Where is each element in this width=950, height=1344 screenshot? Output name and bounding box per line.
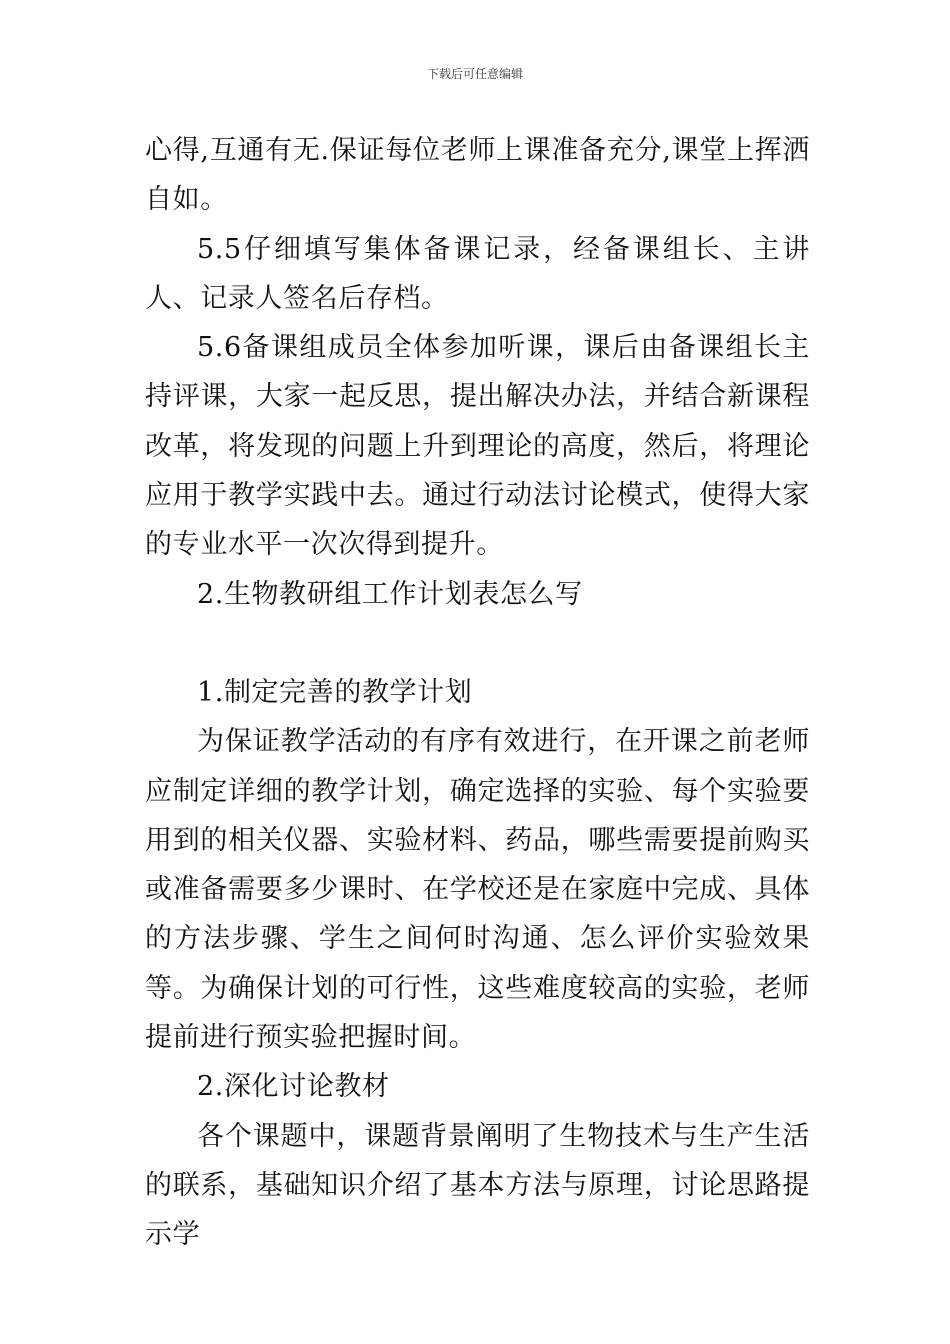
blank-line — [145, 619, 810, 668]
paragraph-5-5: 5.5仔细填写集体备课记录，经备课组长、主讲人、记录人签名后存档。 — [145, 233, 810, 314]
paragraph-5-6: 5.6备课组成员全体参加听课，课后由备课组长主持评课，大家一起反思，提出解决办法，并结合新课程改革，将发现的问题上升到理论的高度，然后，将理论应用于教学实践中去。通过行动法讨论模式，使得大家的专业水平一次次得到提升。 — [145, 332, 810, 561]
paragraph-teaching-plan: 为保证教学活动的有序有效进行，在开课之前老师应制定详细的教学计划，确定选择的实验、每个实验要用到的相关仪器、实验材料、药品，哪些需要提前购买或准备需要多少课时、在学校还是在家庭中完成、具体的方法步骤、学生之间何时沟通、怎么评价实验效果等。为确保计划的可行性，这些难度较高的实验，老师提前进行预实验把握时间。 — [145, 726, 810, 1054]
document-body — [145, 126, 810, 1260]
page-header-note: 下载后可任意编辑 — [426, 67, 523, 81]
subheading-2: 2.深化讨论教材 — [197, 1071, 390, 1103]
paragraph-continuation: 心得,互通有无.保证每位老师上课准备充分,课堂上挥洒自如。 — [145, 135, 810, 216]
subheading-1: 1.制定完善的教学计划 — [197, 676, 473, 708]
section-heading: 2.生物教研组工作计划表怎么写 — [197, 578, 583, 610]
paragraph-textbook: 各个课题中，课题背景阐明了生物技术与生产生活的联系，基础知识介绍了基本方法与原理，讨论思路提示学 — [145, 1120, 810, 1251]
